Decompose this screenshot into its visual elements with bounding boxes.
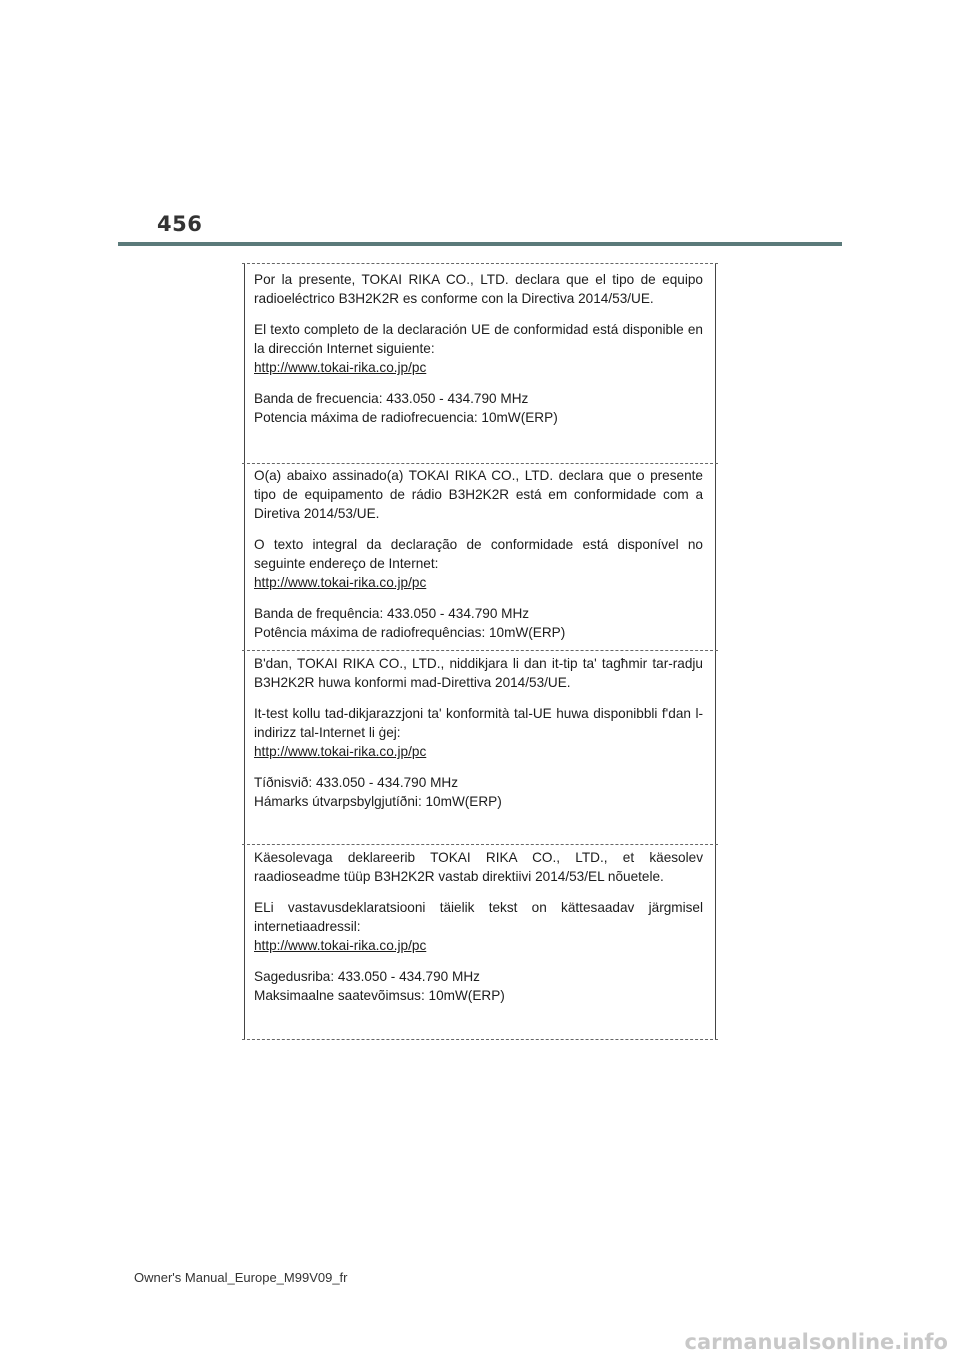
declaration-intro: B'dan, TOKAI RIKA CO., LTD., niddikjara li dan it-tip ta' tagħmir tar-radju B3H2K2R huwa konformi mad-Direttiva 2014/53/UE.: [254, 656, 703, 690]
box-bottom-border: [242, 1039, 718, 1040]
declaration-section-es: [254, 270, 703, 427]
manual-footer: Owner's Manual_Europe_M99V09_fr: [134, 1270, 348, 1285]
declaration-intro: Por la presente, TOKAI RIKA CO., LTD. declara que el tipo de equipo radioeléctrico B3H2K2R es conforme con la Directiva 2014/53/UE.: [254, 272, 703, 306]
declaration-url-link[interactable]: http://www.tokai-rika.co.jp/pc: [254, 360, 427, 375]
declaration-section-mt: [254, 654, 703, 811]
max-power: Maksimaalne saatevõimsus: 10mW(ERP): [254, 988, 505, 1003]
section-separator: [242, 463, 718, 464]
declaration-scan-box: [244, 264, 716, 1039]
declaration-section-et: [254, 848, 703, 1005]
section-separator: [242, 650, 718, 651]
declaration-url-link[interactable]: http://www.tokai-rika.co.jp/pc: [254, 938, 427, 953]
declaration-intro: O(a) abaixo assinado(a) TOKAI RIKA CO., LTD. declara que o presente tipo de equipamento de rádio B3H2K2R está em conformidade com a Diretiva 2014/53/UE.: [254, 468, 703, 521]
page-number: 456: [157, 212, 203, 236]
section-separator: [242, 844, 718, 845]
declaration-availability: It-test kollu tad-dikjarazzjoni ta' konformità tal-UE huwa disponibbli f'dan l-indirizz tal-Internet li ġej:: [254, 706, 703, 740]
declaration-section-pt: [254, 466, 703, 642]
frequency-band: Banda de frequência: 433.050 - 434.790 MHz: [254, 606, 530, 621]
max-power: Potencia máxima de radiofrecuencia: 10mW(ERP): [254, 410, 558, 425]
box-top-border: [242, 263, 718, 264]
declaration-availability: O texto integral da declaração de conformidade está disponível no seguinte endereço de Internet:: [254, 537, 703, 571]
declaration-url-link[interactable]: http://www.tokai-rika.co.jp/pc: [254, 575, 427, 590]
declaration-availability: El texto completo de la declaración UE de conformidad está disponible en la dirección Internet siguiente:: [254, 322, 703, 356]
site-watermark: carmanualsonline.info: [684, 1330, 948, 1354]
max-power: Hámarks útvarpsbylgjutíðni: 10mW(ERP): [254, 794, 502, 809]
frequency-band: Tíðnisvið: 433.050 - 434.790 MHz: [254, 775, 459, 790]
max-power: Potência máxima de radiofrequências: 10mW(ERP): [254, 625, 566, 640]
declaration-availability: ELi vastavusdeklaratsiooni täielik tekst on kättesaadav järgmisel internetiaadressil:: [254, 900, 703, 934]
declaration-url-link[interactable]: http://www.tokai-rika.co.jp/pc: [254, 744, 427, 759]
declaration-intro: Käesolevaga deklareerib TOKAI RIKA CO., LTD., et käesolev raadioseadme tüüp B3H2K2R vastab direktiivi 2014/53/EL nõuetele.: [254, 850, 703, 884]
header-rule: [118, 242, 842, 246]
frequency-band: Sagedusriba: 433.050 - 434.790 MHz: [254, 969, 480, 984]
frequency-band: Banda de frecuencia: 433.050 - 434.790 MHz: [254, 391, 529, 406]
